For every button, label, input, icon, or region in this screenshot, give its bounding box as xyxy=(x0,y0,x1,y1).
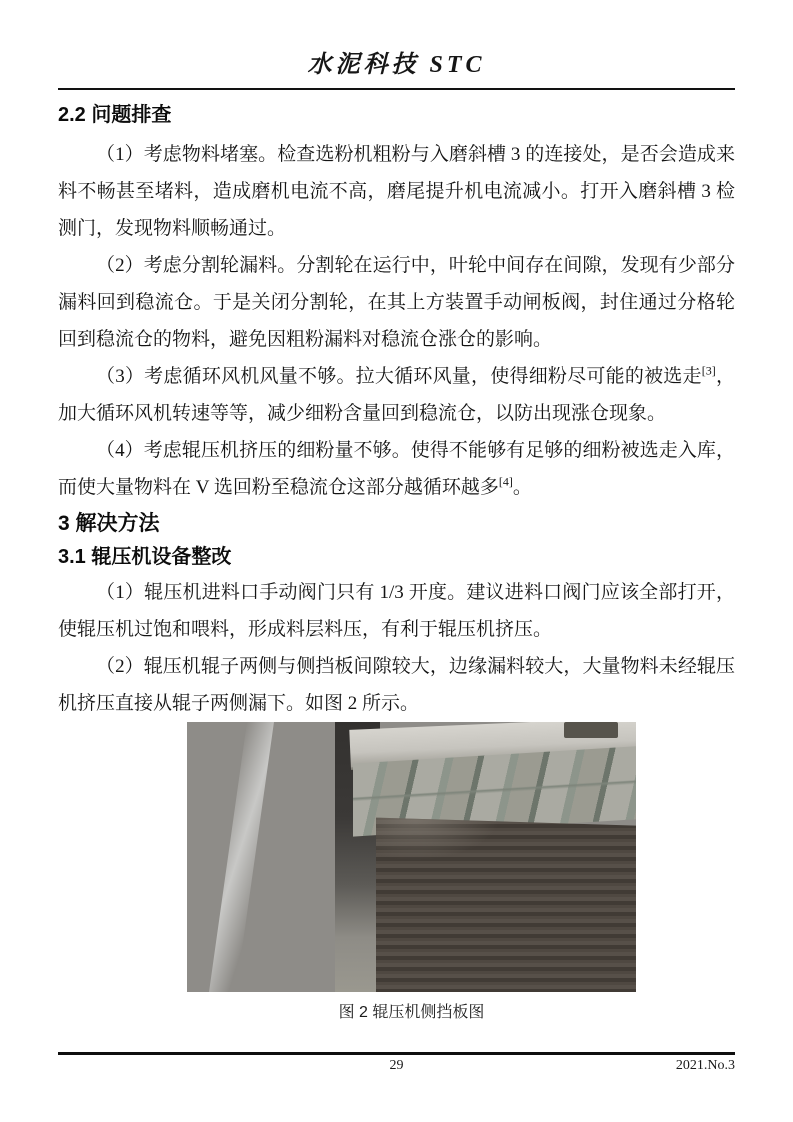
heading-2-2: 2.2 问题排查 xyxy=(58,104,172,126)
photo-roller-surface-region xyxy=(376,798,636,992)
paragraph-3 xyxy=(58,358,735,432)
heading-3: 3 解决方法 xyxy=(58,512,160,535)
issue-label: 2021.No.3 xyxy=(675,1058,735,1073)
paragraph-2: （2）考虑分割轮漏料。分割轮在运行中，叶轮中间存在间隙，发现有少部分漏料回到稳流仓。于是关闭分割轮，在其上方装置手动闸板阀，封住通过分格轮回到稳流仓的物料，避免因粗粉漏料对稳流仓涨仓的影响。 xyxy=(58,255,735,350)
footer-rule xyxy=(58,1052,735,1055)
footer xyxy=(58,1058,735,1078)
heading-3-1: 3.1 辊压机设备整改 xyxy=(58,546,232,568)
paragraph-1: （1）考虑物料堵塞。检查选粉机粗粉与入磨斜槽 3 的连接处，是否会造成来料不畅甚至堵料，造成磨机电流不高，磨尾提升机电流减小。打开入磨斜槽 3 检测门，发现物料顺畅通过。 xyxy=(58,144,735,239)
roller-press-side-baffle-photo xyxy=(187,722,636,992)
figure-2 xyxy=(187,722,636,1022)
paragraph-6: （2）辊压机辊子两侧与侧挡板间隙较大，边缘漏料较大，大量物料未经辊压机挤压直接从辊子两侧漏下。如图 2 所示。 xyxy=(58,656,735,714)
paragraph-4-text: （4）考虑辊压机挤压的细粉量不够。使得不能够有足够的细粉被选走入库，而使大量物料在 V 选回粉至稳流仓这部分越循环越多 xyxy=(58,440,735,498)
photo-concrete-column-region xyxy=(187,722,335,992)
solution-paragraphs xyxy=(58,574,735,722)
citation-3: [3] xyxy=(701,363,716,378)
header-rule xyxy=(58,88,735,90)
citation-4: [4] xyxy=(498,474,513,489)
paragraph-4 xyxy=(58,432,735,506)
paragraph-3-tail: ，加大循环风机转速等等，减少细粉含量回到稳流仓，以防出现涨仓现象。 xyxy=(58,366,735,424)
paragraph-5: （1）辊压机进料口手动阀门只有 1/3 开度。建议进料口阀门应该全部打开，使辊压机过饱和喂料，形成料层料压，有利于辊压机挤压。 xyxy=(58,582,735,640)
photo-top-stain-region xyxy=(564,722,618,738)
page-number: 29 xyxy=(389,1058,404,1073)
problem-paragraphs xyxy=(58,136,735,506)
paragraph-3-text: （3）考虑循环风机风量不够。拉大循环风量，使得细粉尽可能的被选走 xyxy=(96,366,702,387)
figure-2-caption: 图 2 辊压机侧挡板图 xyxy=(338,1004,485,1021)
journal-title: 水泥科技 STC xyxy=(307,52,486,78)
paragraph-4-tail: 。 xyxy=(512,477,532,498)
